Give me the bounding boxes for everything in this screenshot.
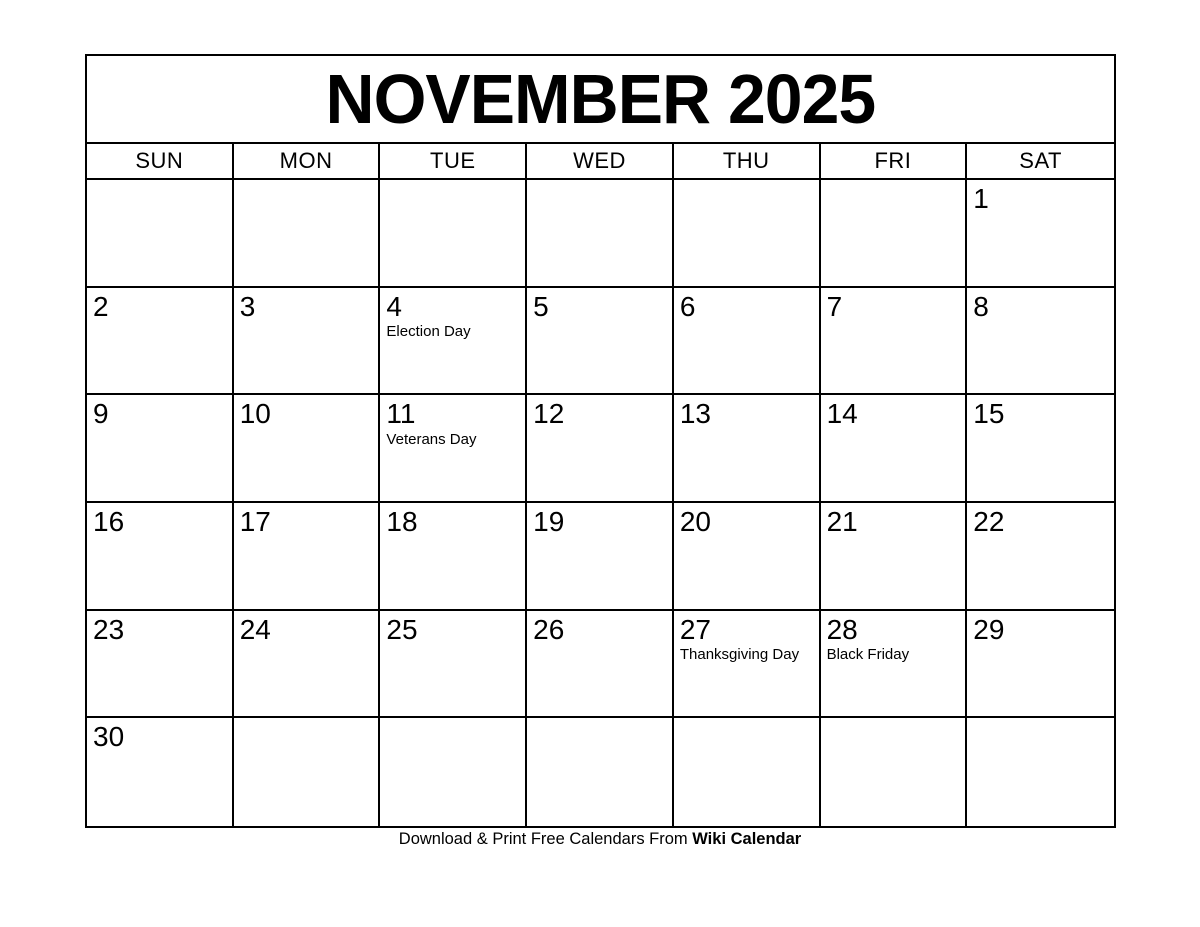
day-number: 18 [386, 505, 418, 537]
day-number: 15 [973, 398, 1005, 430]
calendar-cell [527, 718, 674, 826]
day-number: 6 [679, 290, 696, 322]
calendar-cell [967, 395, 1114, 503]
day-number: 7 [826, 290, 843, 322]
calendar-cell [527, 395, 674, 503]
footer-brand: Wiki Calendar [692, 830, 802, 848]
day-grid [87, 180, 1114, 826]
day-number: 10 [239, 398, 271, 430]
calendar-cell [674, 180, 821, 288]
calendar-cell [967, 180, 1114, 288]
calendar-cell [234, 718, 381, 826]
day-number: 16 [93, 505, 125, 537]
day-number: 2 [93, 290, 109, 322]
calendar-cell [821, 718, 968, 826]
calendar-cell [821, 503, 968, 611]
calendar-cell [821, 395, 968, 503]
calendar-cell [234, 180, 381, 288]
day-number: 24 [239, 613, 271, 645]
calendar-cell [380, 395, 527, 503]
calendar-cell [87, 503, 234, 611]
day-number: 29 [973, 613, 1005, 645]
weekday-header-thu: THU [674, 144, 821, 178]
day-number: 28 [826, 613, 858, 645]
calendar-cell [967, 718, 1114, 826]
day-number: 4 [386, 290, 402, 322]
calendar-cell [380, 718, 527, 826]
weekday-header-sat: SAT [1019, 148, 1062, 173]
calendar-cell [527, 180, 674, 288]
calendar-cell [527, 611, 674, 719]
calendar-cell [234, 611, 381, 719]
day-number: 3 [239, 290, 256, 322]
day-number: 27 [679, 613, 711, 645]
weekday-header-fri: FRI [821, 144, 968, 178]
calendar-cell [821, 180, 968, 288]
day-number: 8 [973, 290, 989, 322]
calendar-title-row [87, 56, 1114, 144]
weekday-header-tue: TUE [380, 144, 527, 178]
day-number: 14 [826, 398, 858, 430]
calendar-cell [87, 611, 234, 719]
day-number: 19 [533, 505, 565, 537]
footer-text: Download & Print Free Calendars From [398, 830, 688, 848]
calendar [85, 54, 1116, 828]
calendar-cell [234, 395, 381, 503]
weekday-header-sun: SUN [87, 144, 234, 178]
calendar-cell [87, 180, 234, 288]
weekday-header-wed: WED [527, 144, 674, 178]
day-number: 11 [386, 398, 416, 430]
day-number: 22 [973, 505, 1005, 537]
calendar-cell [967, 611, 1114, 719]
day-number: 26 [533, 613, 565, 645]
calendar-cell [821, 288, 968, 396]
calendar-cell [821, 611, 968, 719]
weekday-header-mon: MON [234, 144, 381, 178]
day-number: 21 [826, 505, 858, 537]
calendar-cell [380, 180, 527, 288]
calendar-cell [234, 288, 381, 396]
day-number: 20 [679, 505, 711, 537]
calendar-cell [674, 288, 821, 396]
calendar-cell [87, 288, 234, 396]
day-number: 25 [386, 613, 418, 645]
event-label: Black Friday [826, 646, 910, 664]
calendar-cell [967, 288, 1114, 396]
calendar-cell [234, 503, 381, 611]
calendar-cell [967, 503, 1114, 611]
day-number: 12 [533, 398, 565, 430]
calendar-cell [380, 288, 527, 396]
calendar-cell [87, 395, 234, 503]
calendar-title: NOVEMBER 2025 [325, 60, 876, 138]
calendar-cell [674, 503, 821, 611]
calendar-cell [527, 288, 674, 396]
day-number: 5 [533, 290, 549, 322]
day-number: 17 [239, 505, 271, 537]
event-label: Thanksgiving Day [679, 646, 800, 664]
day-number: 1 [973, 183, 989, 214]
event-label: Veterans Day [386, 430, 477, 448]
day-number: 30 [93, 721, 125, 753]
calendar-cell [674, 611, 821, 719]
calendar-cell [380, 503, 527, 611]
calendar-cell [527, 503, 674, 611]
day-number: 23 [93, 613, 125, 645]
day-number: 9 [93, 398, 109, 430]
footer-credit [0, 830, 1200, 849]
calendar-cell [674, 395, 821, 503]
calendar-cell [674, 718, 821, 826]
calendar-cell [87, 718, 234, 826]
day-number: 13 [679, 398, 711, 430]
calendar-cell [380, 611, 527, 719]
weekday-header-row [87, 144, 1114, 180]
event-label: Election Day [386, 323, 471, 341]
